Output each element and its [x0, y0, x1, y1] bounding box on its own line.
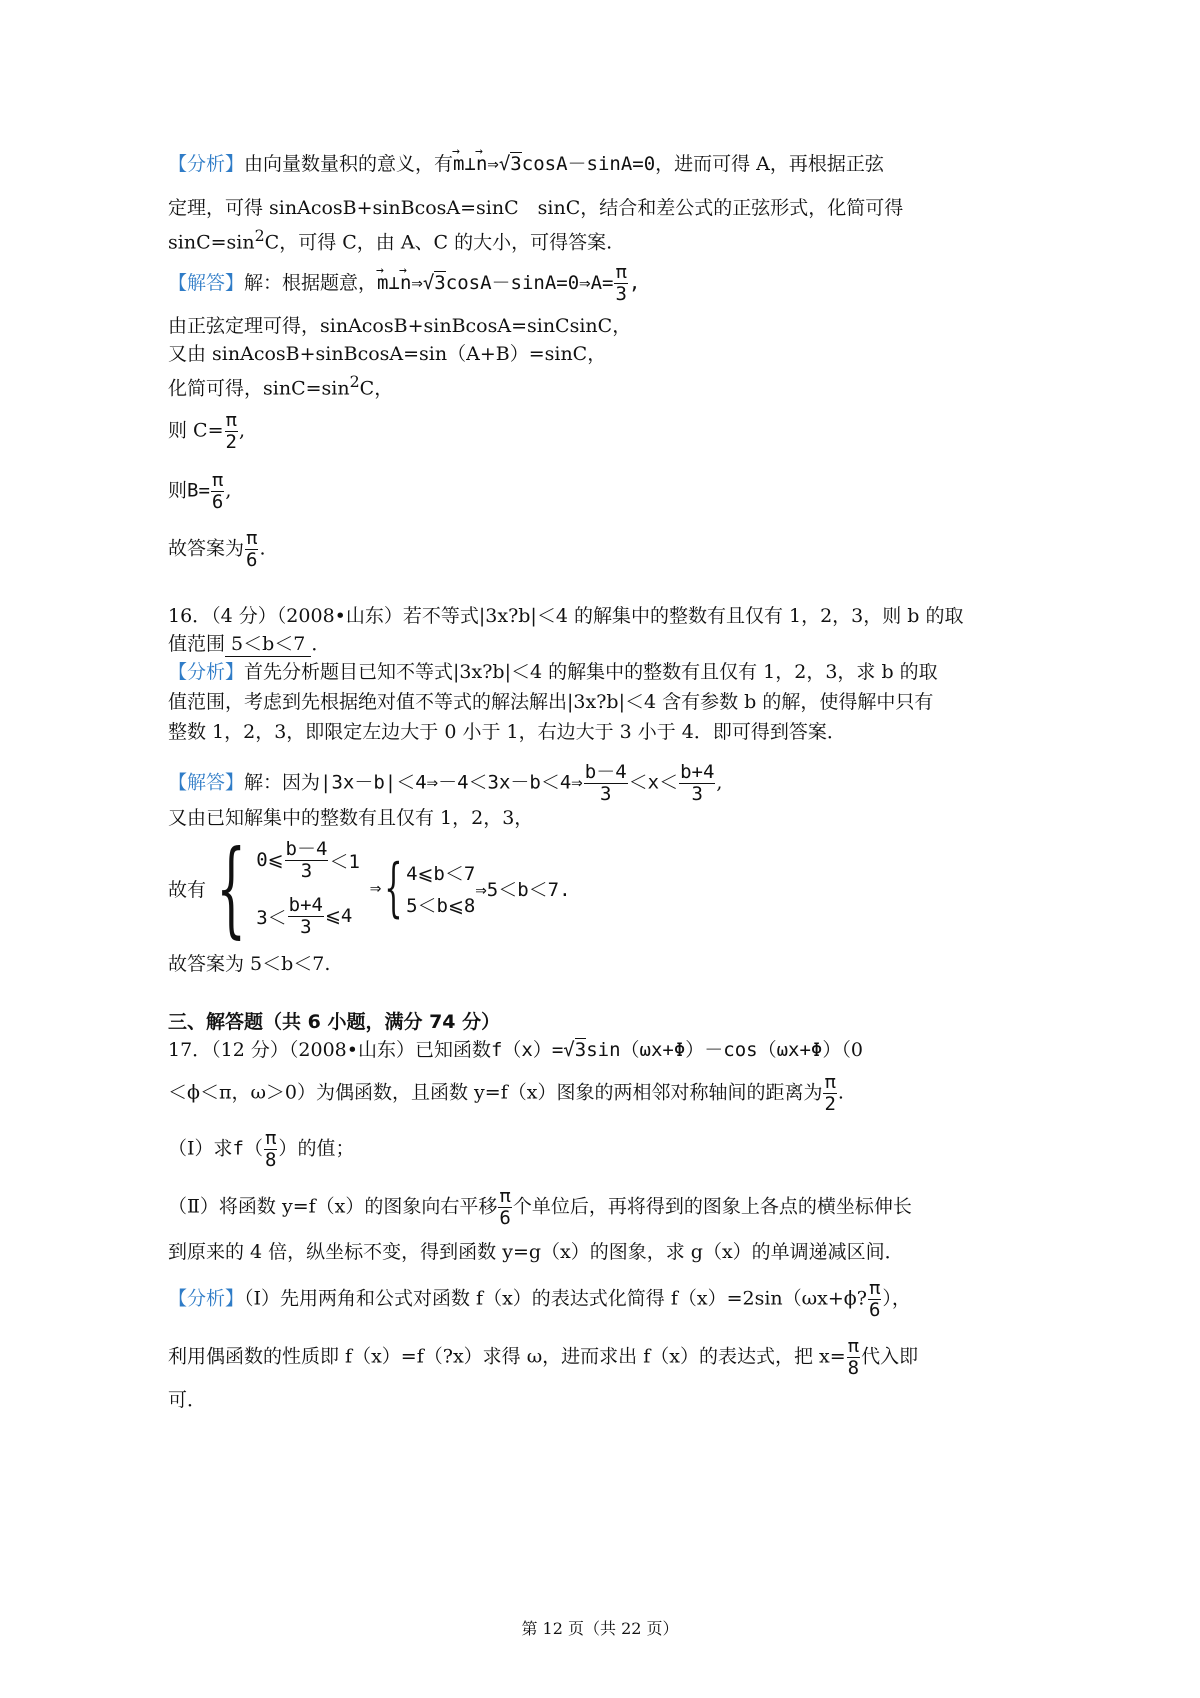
p16-question-line1: 16．（4 分）（2008•山东）若不等式|3x?b|＜4 的解集中的整数有且仅有 1，2，3，则 b 的取 — [168, 605, 964, 627]
p16-answer: 故答案为 5＜b＜7. — [168, 953, 331, 975]
p17-question-line2: ＜ϕ＜π，ω＞0）为偶函数，且函数 y=f（x）图象的两相邻对称轴间的距离为 $\frac{\pi}{2}$ . — [168, 1071, 844, 1115]
p16-fenxi-line2: 值范围，考虑到先根据绝对值不等式的解法解出|3x?b|＜4 含有参数 b 的解，使得解中只有 — [168, 691, 934, 713]
page-footer: 第 12 页（共 22 页） — [521, 1619, 679, 1638]
p15-fenxi-line2: 定理，可得 sinAcosB+sinBcosA=sinC sinC，结合和差公式的正弦形式，化简可得 — [168, 197, 904, 219]
p16-fenxi-line3: 整数 1，2，3，即限定左边大于 0 小于 1，右边大于 3 小于 4．即可得到答案． — [168, 721, 846, 743]
p17-part1: （Ⅰ）求f（ $\frac{\pi}{8}$ ）的值； — [168, 1127, 355, 1171]
p16-question-line2: 值范围 5＜b＜7 ． — [168, 633, 331, 655]
answer-blank: 5＜b＜7 — [225, 632, 311, 657]
p15-fenxi-line1 — [168, 152, 884, 176]
p16-fenxi-line1: 【分析】首先分析题目已知不等式|3x?b|＜4 的解集中的整数有且仅有 1，2，3，求 b 的取 — [168, 661, 938, 683]
fraction: $\frac{\pi}{3}$ — [615, 261, 627, 305]
p17-fenxi-line3: 可． — [168, 1389, 207, 1411]
section-heading: 三、解答题（共 6 小题，满分 74 分） — [168, 1011, 501, 1033]
p17-question-line1: 17．（12 分）（2008•山东）已知函数f（x）=√3sin（ωx+Φ）－cos（ωx+Φ）（0 — [168, 1039, 863, 1061]
analysis-tag: 【分析】 — [168, 153, 245, 175]
formula: → m⊥→ n⇒√3cosA－sinA=0 — [453, 153, 655, 175]
p17-fenxi-line2: 利用偶函数的性质即 f（x）=f（?x）求得 ω，进而求出 f（x）的表达式，把 x= $\frac{\pi}{8}$ 代入即 — [168, 1335, 919, 1379]
p17-part2-line1: （Ⅱ）将函数 y=f（x）的图象向右平移 $\frac{\pi}{6}$ 个单位后，再将得到的图象上各点的横坐标伸长 — [168, 1185, 912, 1229]
formula: → m⊥→ n⇒√3cosA－sinA=0⇒A= $\frac{\pi}{3}$ , — [377, 272, 640, 294]
p17-fenxi-line1: 【分析】（Ⅰ）先用两角和公式对函数 f（x）的表达式化简得 f（x）=2sin（ωx+ϕ? $\frac{\pi}{6}$ ）， — [168, 1277, 911, 1321]
p15-jieda-line2: 由正弦定理可得，sinAcosB+sinBcosA=sinCsinC， — [168, 315, 632, 337]
analysis-tag: 【分析】 — [168, 1287, 245, 1310]
p16-jieda-line2: 又由已知解集中的整数有且仅有 1，2，3， — [168, 807, 534, 829]
solution-tag: 【解答】 — [168, 272, 245, 294]
p17-part2-line2: 到原来的 4 倍，纵坐标不变，得到函数 y=g（x）的图象，求 g（x）的单调递减区间． — [168, 1241, 904, 1263]
text: ，进而可得 A，再根据正弦 — [655, 153, 884, 175]
p16-jieda-line1: 【解答】解：因为|3x－b|＜4⇒－4＜3x－b＜4⇒ $\frac{b-4}{3}$ ＜x＜ $\frac{b+4}{3}$ , — [168, 761, 723, 805]
p15-b-value: 则B= $\frac{\pi}{6}$ , — [168, 469, 232, 513]
p15-jieda-line3: 又由 sinAcosB+sinBcosA=sin（A+B）=sinC， — [168, 343, 607, 365]
p15-c-value: 则 C= $\frac{\pi}{2}$ , — [168, 409, 245, 453]
solution-tag: 【解答】 — [168, 771, 245, 794]
text: 由向量数量积的意义，有 — [244, 153, 454, 175]
p15-jieda-line4: 化简可得，$\sin C=\sin^2C$， — [168, 372, 394, 400]
p16-inequality-system: 故有 { 0⩽ $\frac{b-4}{3}$ ＜1 3＜ $\frac{b+4}{3}$ ⩽4 ⇒ { 4⩽b＜7 5＜b⩽8 ⇒5＜b＜7. — [168, 827, 571, 949]
p15-fenxi-line3: $\sin C=\sin^2C$，可得 C，由 A、C 的大小，可得答案. — [168, 226, 613, 254]
analysis-tag: 【分析】 — [168, 661, 245, 683]
p15-jieda-line1: 【解答】解：根据题意，→ m⊥→ n⇒√3cosA－sinA=0⇒A= $\frac{\pi}{3}$ , — [168, 262, 640, 305]
p15-answer: 故答案为 $\frac{\pi}{6}$ . — [168, 527, 266, 571]
